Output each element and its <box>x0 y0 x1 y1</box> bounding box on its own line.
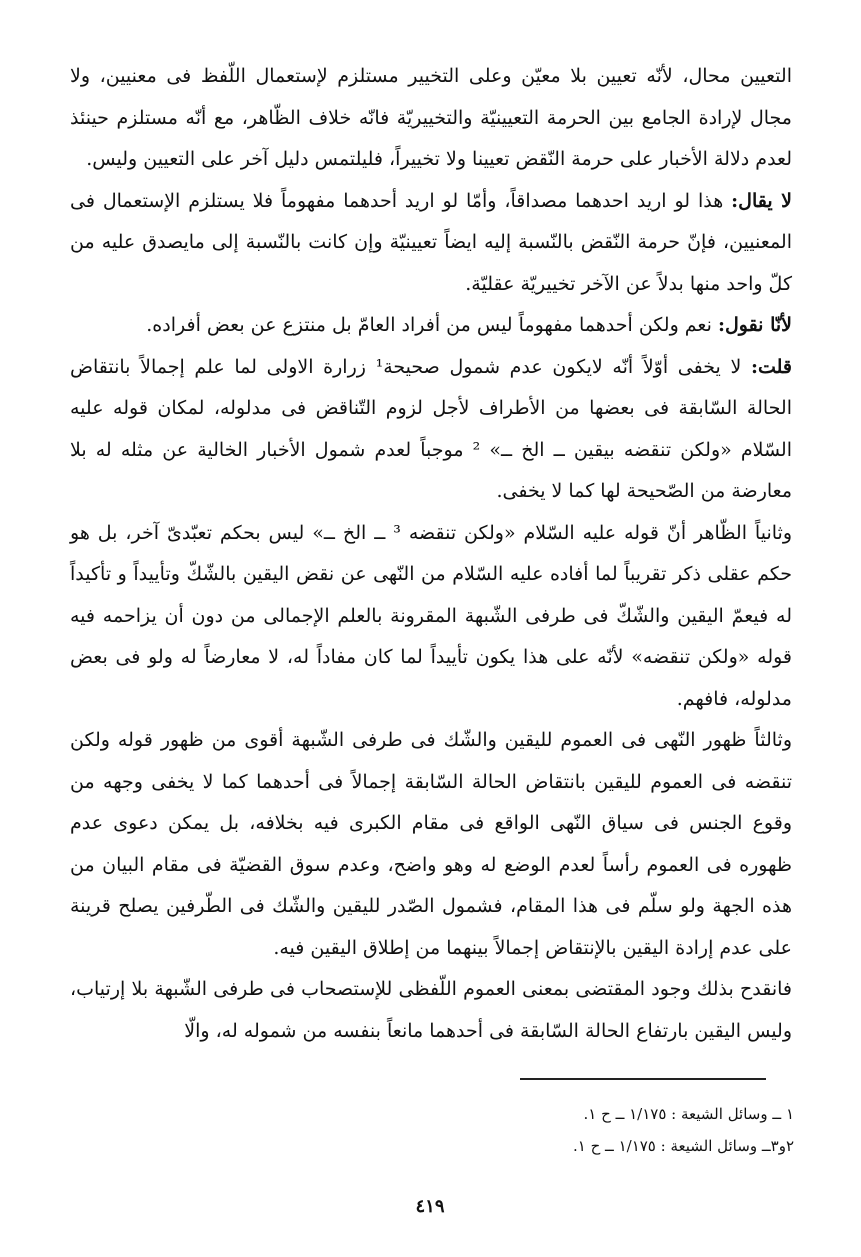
paragraph-7-text: فانقدح بذلك وجود المقتضى بمعنى العموم اللّفظى للإستصحاب فى طرفى الشّبهة بلا إرتياب، وليس اليقين بارتفاع الحالة السّابقة فى أحدهما مانعاً بنفسه من شموله له، والّا <box>70 978 792 1042</box>
footnote-separator <box>520 1078 766 1080</box>
paragraph-1-text: التعيين محال، لأنّه تعيين بلا معيّن وعلى التخيير مستلزم لإستعمال اللّفظ فى معنيين، ولا مجال لإرادة الجامع بين الحرمة التعيينيّة والتخييريّة فانّه خلاف الظّاهر، مع أنّه مستلزم حينئذ لعدم دلالة الأخبار على حرمة النّقض تعيينا ولا تخييراً، فليلتمس دليل آخر على التعيين وليس. <box>70 65 792 170</box>
paragraph-4-lead: قلت: <box>750 355 793 378</box>
paragraph-5 <box>70 513 792 721</box>
footnotes <box>400 1098 794 1162</box>
paragraph-3-text: نعم ولكن أحدهما مفهوماً ليس من أفراد العامّ بل منتزع عن بعض أفراده. <box>146 314 718 336</box>
footnote-2: ٢و٣ــ وسائل الشيعة : ١/١٧٥ ــ ح ١. <box>572 1137 794 1155</box>
paragraph-2-lead: لا يقال: <box>731 189 792 212</box>
paragraph-4 <box>70 347 792 513</box>
paragraph-4-text: لا يخفى أوّلاً أنّه لايكون عدم شمول صحيحة¹ زرارة الاولى لما علم إجمالاً بانتقاض الحالة السّابقة فى بعضها من الأطراف لأجل لزوم التّناقض فى مدلوله، لمكان قوله عليه السّلام «ولكن تنقضه بيقين ــ الخ ــ» ² موجباً لعدم شمول الأخبار الخالية عن مثله له بلا معارضة من الصّحيحة لها كما لا يخفى. <box>70 355 792 502</box>
paragraph-3 <box>70 305 792 347</box>
paragraph-5-text: وثانياً الظّاهر أنّ قوله عليه السّلام «ولكن تنقضه ³ ــ الخ ــ» ليس بحكم تعبّدىّ آخر، بل هو حكم عقلى ذكر تقريباً لما أفاده عليه السّلام من النّهى عن نقض اليقين بالشّكّ وتأييداً و تأكيداً له فيعمّ اليقين والشّكّ فى طرفى الشّبهة المقرونة بالعلم الإجمالى من دون أن يزاحمه فيه قوله «ولكن تنقضه» لأنّه على هذا يكون تأييداً لما كان مفاداً له، لا معارضاً له ولو فى بعض مدلوله، فافهم. <box>70 521 792 710</box>
paragraph-6 <box>70 720 792 969</box>
footnote-1: ١ ــ وسائل الشيعة : ١/١٧٥ ــ ح ١. <box>583 1105 794 1123</box>
paragraph-6-text: وثالثاً ظهور النّهى فى العموم لليقين والشّك فى طرفى الشّبهة أقوى من ظهور قوله ولكن تنقضه فى العموم لليقين بانتقاض الحالة السّابقة إجمالاً فى أحدهما كما لا يخفى وجهه من وقوع الجنس فى سياق النّهى الواقع فى مقام الكبرى فيه بخلافه، بل يمكن دعوى عدم ظهوره فى العموم رأساً لعدم الوضع له وهو واضح، وعدم سوق القضيّة فى مقام البيان من هذه الجهة ولو سلّم فى هذا المقام، فشمول الصّدر لليقين والشّك فى الطّرفين يصلح قرينة على عدم إرادة اليقين بالإنتقاض إجمالاً بينهما من إطلاق اليقين فيه. <box>70 729 792 959</box>
paragraph-1 <box>70 56 792 181</box>
main-text <box>70 56 792 1052</box>
page-number: ٤١٩ <box>415 1196 445 1217</box>
paragraph-3-lead: لأنّا نقول: <box>717 314 792 336</box>
paragraph-7 <box>70 969 792 1052</box>
paragraph-2 <box>70 181 792 306</box>
paragraph-2-text: هذا لو اريد احدهما مصداقاً، وأمّا لو اريد أحدهما مفهوماً فلا يستلزم الإستعمال فى المعنيين، فإنّ حرمة النّقض بالنّسبة إليه ايضاً تعيينيّة وإن كانت بالنّسبة إلى مايصدق عليه من كلّ واحد منها بدلاً عن الآخر تخييريّة عقليّة. <box>70 189 792 295</box>
